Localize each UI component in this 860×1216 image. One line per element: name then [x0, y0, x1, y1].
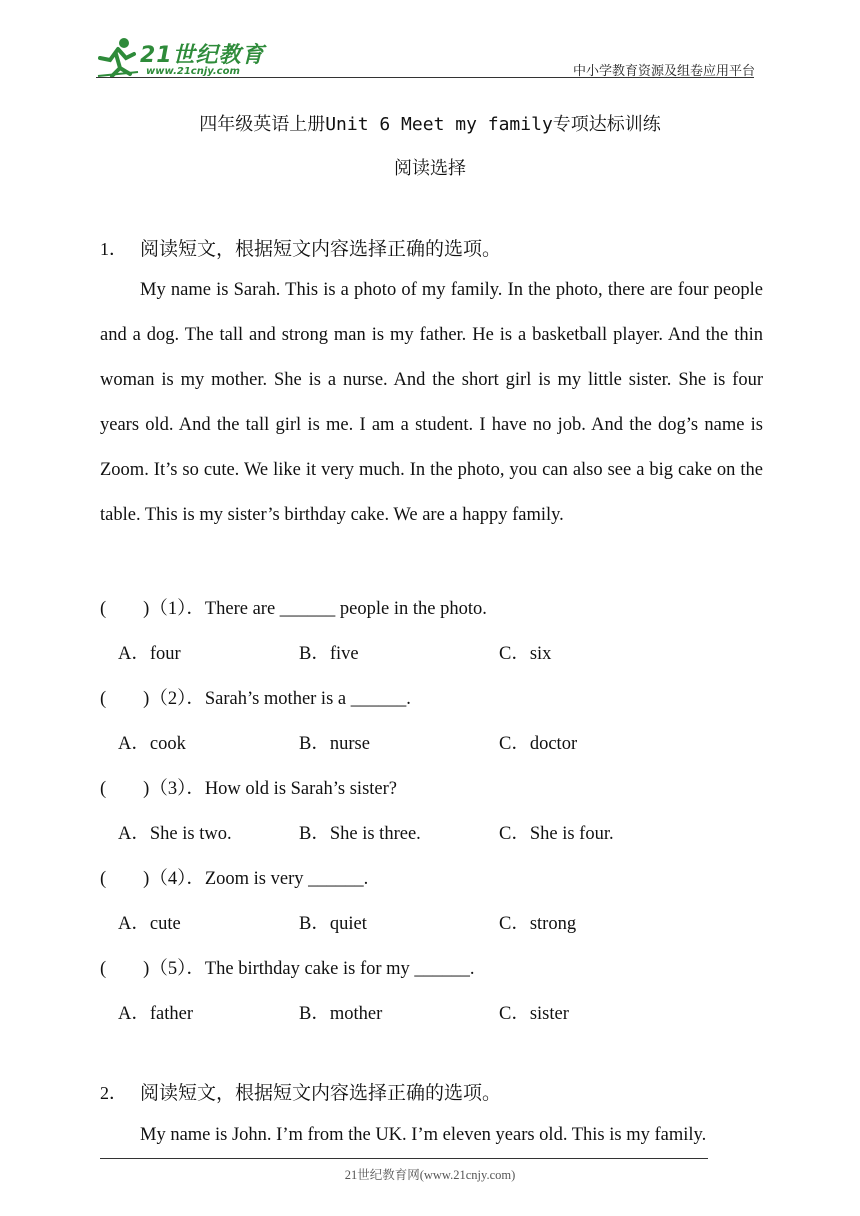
- option-c: C．six: [499, 644, 552, 664]
- question-2-passage: My name is John. I’m from the UK. I’m eleven years old. This is my family.: [140, 1125, 707, 1145]
- option-a: A．four: [118, 644, 181, 664]
- question-1-item-1-options: [118, 639, 738, 665]
- question-1-item-2-options: [118, 729, 738, 755]
- page-subtitle: 阅读选择: [394, 158, 466, 179]
- option-c: C．doctor: [499, 734, 578, 754]
- option-a: A．cute: [118, 914, 181, 934]
- site-logo: [96, 36, 266, 80]
- question-2-number: 2．: [100, 1083, 127, 1103]
- question-2-heading: [100, 1078, 501, 1105]
- option-c: C．strong: [499, 914, 577, 934]
- option-b: B．quiet: [299, 914, 367, 934]
- page-title: 四年级英语上册Unit 6 Meet my family专项达标训练: [199, 114, 661, 135]
- option-b: B．She is three.: [299, 824, 421, 844]
- option-b: B．five: [299, 644, 359, 664]
- header-divider: [96, 77, 754, 78]
- footer-text: 21世纪教育网(www.21cnjy.com): [344, 1168, 516, 1182]
- question-1-item-4-stem: ( )（4）．Zoom is very ______.: [100, 869, 369, 889]
- question-1-item-3-stem: ( )（3）．How old is Sarah’s sister?: [100, 779, 397, 799]
- question-1-item-5-stem: ( )（5）．The birthday cake is for my ______.: [100, 959, 475, 979]
- question-1-passage: My name is Sarah. This is a photo of my family. In the photo, there are four people and a dog. The tall and strong man is my father. He is a basketball player. And the thin woman is my mother. She is a nurse. And the short girl is my little sister. She is four years old. And the tall girl is me. I am a student. I have no job. And the dog’s name is Zoom. It’s so cute. We like it very much. In the photo, you can also see a big cake on the table. This is my sister’s birthday cake. We are a happy family.: [100, 280, 763, 525]
- header-platform-text: 中小学教育资源及组卷应用平台: [572, 64, 755, 79]
- question-2-instruction: 阅读短文，根据短文内容选择正确的选项。: [140, 1082, 502, 1104]
- option-a: A．father: [118, 1004, 193, 1024]
- option-a: A．cook: [118, 734, 186, 754]
- logo-url-text: www.21cnjy.com: [146, 66, 240, 77]
- question-1-item-2-stem: ( )（2）．Sarah’s mother is a ______.: [100, 689, 411, 709]
- question-1-item-5-options: [118, 999, 738, 1025]
- option-b: B．nurse: [299, 734, 370, 754]
- option-c: C．She is four.: [499, 824, 614, 844]
- question-1-item-1-stem: ( )（1）．There are ______ people in the photo.: [100, 599, 487, 619]
- runner-logo-icon: [96, 36, 140, 80]
- logo-main-text: 21世纪教育: [140, 43, 265, 68]
- footer-divider: [100, 1158, 708, 1159]
- option-a: A．She is two.: [118, 824, 232, 844]
- question-1-instruction: 阅读短文，根据短文内容选择正确的选项。: [140, 238, 502, 260]
- option-b: B．mother: [299, 1004, 383, 1024]
- question-1-heading: [100, 234, 501, 261]
- question-1-item-4-options: [118, 909, 738, 935]
- option-c: C．sister: [499, 1004, 569, 1024]
- question-1-number: 1．: [100, 239, 127, 259]
- question-1-item-3-options: [118, 819, 738, 845]
